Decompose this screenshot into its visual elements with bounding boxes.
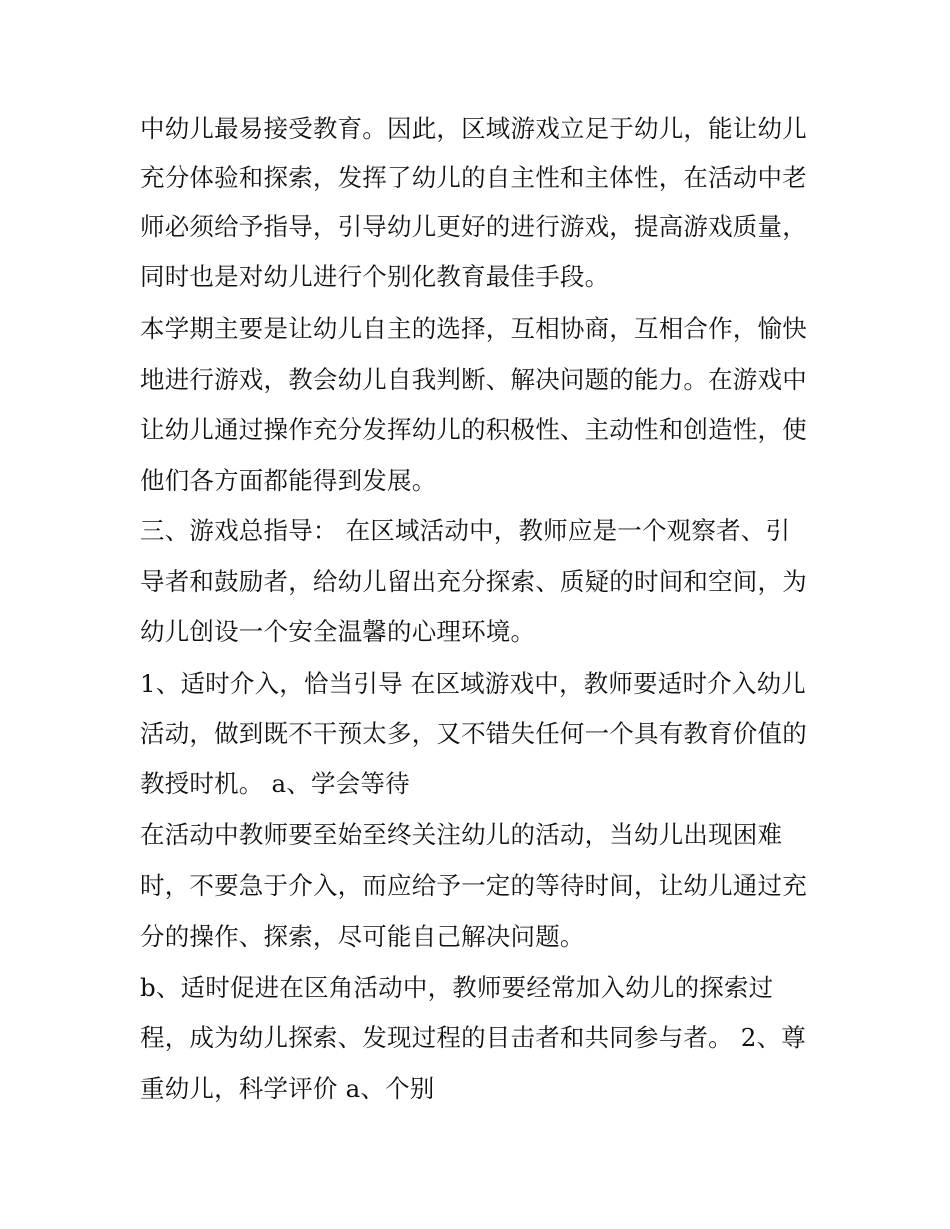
text-line: 重幼儿，科学评价 a、个别: [140, 1074, 435, 1103]
text-line: b、适时促进在区角活动中，教师要经常加入幼儿的探索过: [140, 973, 774, 1002]
text-line: 幼儿创设一个安全温馨的心理环境。: [140, 617, 536, 646]
text-line: 师必须给予指导，引导幼儿更好的进行游戏，提高游戏质量，: [140, 212, 807, 241]
text-line: 导者和鼓励者，给幼儿留出充分探索、质疑的时间和空间，为: [140, 567, 807, 596]
text-line: 时，不要急于介入，而应给予一定的等待时间，让幼儿通过充: [140, 871, 807, 900]
text-line: 程，成为幼儿探索、发现过程的目击者和共同参与者。 2、尊: [140, 1023, 806, 1052]
text-line: 充分体验和探索，发挥了幼儿的自主性和主体性，在活动中老: [140, 163, 807, 192]
text-line: 分的操作、探索，尽可能自己解决问题。: [140, 922, 585, 951]
text-line: 中幼儿最易接受教育。因此，区域游戏立足于幼儿，能让幼儿: [140, 114, 807, 143]
text-line: 同时也是对幼儿进行个别化教育最佳手段。: [140, 262, 610, 291]
text-line: 教授时机。 a、学会等待: [140, 769, 410, 798]
text-line: 地进行游戏，教会幼儿自我判断、解决问题的能力。在游戏中: [140, 365, 807, 394]
text-line: 让幼儿通过操作充分发挥幼儿的积极性、主动性和创造性，使: [140, 415, 807, 444]
text-line: 活动，做到既不干预太多，又不错失任何一个具有教育价值的: [140, 719, 807, 748]
text-line: 1、适时介入，恰当引导 在区域游戏中，教师要适时介入幼儿: [140, 669, 806, 698]
text-line: 本学期主要是让幼儿自主的选择，互相协商，互相合作，愉快: [140, 314, 807, 343]
text-line: 在活动中教师要至始至终关注幼儿的活动，当幼儿出现困难: [140, 820, 783, 849]
text-line: 三、游戏总指导： 在区域活动中，教师应是一个观察者、引: [140, 516, 791, 545]
text-line: 他们各方面都能得到发展。: [140, 466, 437, 495]
